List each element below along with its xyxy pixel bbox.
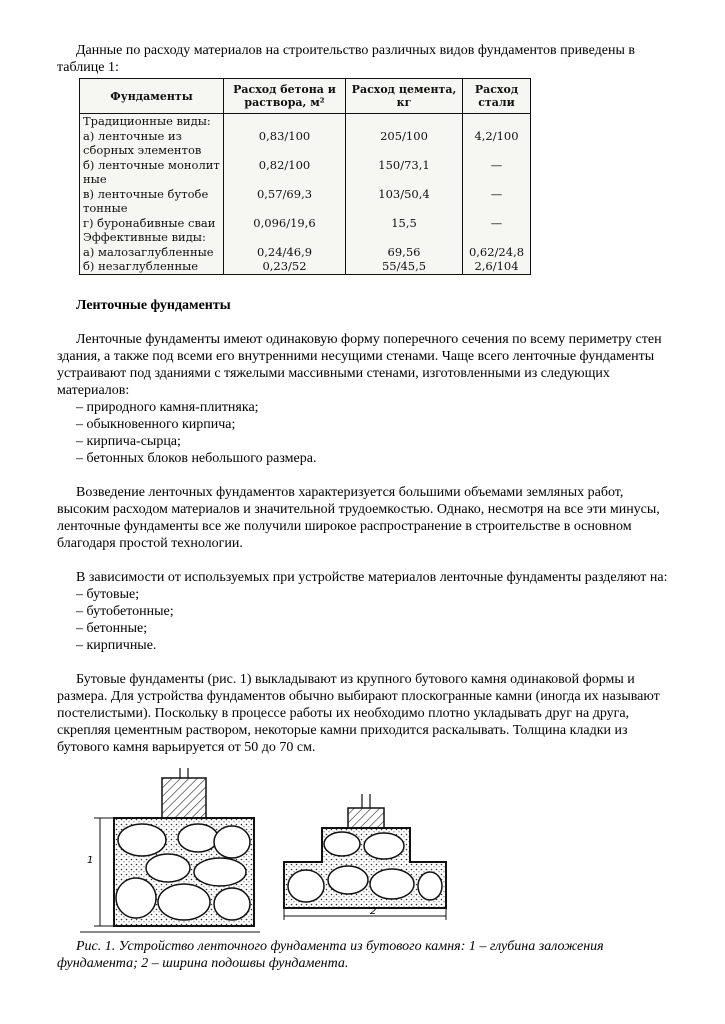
table-cell bbox=[224, 201, 346, 216]
table-cell: 0,83/100 bbox=[224, 129, 346, 144]
table-cell: 150/73,1 bbox=[346, 158, 463, 173]
materials-table bbox=[79, 78, 531, 274]
table-cell: 103/50,4 bbox=[346, 187, 463, 202]
table-cell: а) малозаглубленные bbox=[80, 245, 224, 260]
table-cell bbox=[463, 143, 531, 158]
list-item: – бутобетонные; bbox=[76, 604, 174, 619]
right-foundation bbox=[284, 794, 446, 920]
table-cell bbox=[463, 201, 531, 216]
table-cell: 0,62/24,8 bbox=[463, 245, 531, 260]
list-item: – кирпичные. bbox=[76, 638, 157, 653]
table-row bbox=[80, 230, 531, 245]
content-section bbox=[57, 297, 672, 756]
table-cell bbox=[224, 230, 346, 245]
paragraph: Бутовые фундаменты (рис. 1) выкладывают из крупного бутового камня одинаковой формы и размера. Для устройства фундаментов обычно выбирают плоскогранные камни (иногда их называют постелистыми). Поскольку в процессе работы их необходимо плотно укладывать друг на друга, скрепляя цементным раствором, некоторые камни приходится раскалывать. Толщина кладки из бутового камня варьируется от 50 до 70 см. bbox=[57, 672, 660, 755]
table-cell: 0,23/52 bbox=[224, 259, 346, 274]
document-body bbox=[57, 42, 672, 76]
list-item: – природного камня-плитняка; bbox=[76, 400, 259, 415]
table-row bbox=[80, 245, 531, 260]
table-cell bbox=[346, 201, 463, 216]
foundation-figure bbox=[80, 768, 450, 936]
table-row bbox=[80, 259, 531, 274]
left-foundation bbox=[80, 768, 260, 932]
table-cell bbox=[463, 230, 531, 245]
table-cell: 69,56 bbox=[346, 245, 463, 260]
paragraph: Ленточные фундаменты имеют одинаковую форму поперечного сечения по всему периметру стен здания, а также под всеми его внутренними несущими стенами. Чаще всего ленточные фундаменты устраивают под зданиями с тяжелыми массивными стенами, изготовленными из следующих материалов: bbox=[57, 332, 662, 398]
table-cell bbox=[346, 143, 463, 158]
table-cell: 55/45,5 bbox=[346, 259, 463, 274]
table-cell bbox=[224, 172, 346, 187]
table-row bbox=[80, 143, 531, 158]
table-cell: б) ленточные монолит bbox=[80, 158, 224, 173]
table-cell bbox=[346, 114, 463, 129]
figure-caption: Рис. 1. Устройство ленточного фундамента из бутового камня: 1 – глубина заложения фундамента; 2 – ширина подошвы фундамента. bbox=[57, 939, 604, 971]
table-cell: 15,5 bbox=[346, 216, 463, 231]
paragraph: Возведение ленточных фундаментов характеризуется большими объемами земляных работ, высоким расходом материалов и значительной трудоемкостью. Однако, несмотря на все эти минусы, ленточные фундаменты все же получили широкое распространение в строительстве в основном благодаря простой технологии. bbox=[57, 485, 660, 551]
list-item: – бетонные; bbox=[76, 621, 148, 636]
table-cell: 0,24/46,9 bbox=[224, 245, 346, 260]
table-cell: 0,57/69,3 bbox=[224, 187, 346, 202]
table-cell: в) ленточные бутобе bbox=[80, 187, 224, 202]
table-cell: а) ленточные из bbox=[80, 129, 224, 144]
table-cell: — bbox=[463, 158, 531, 173]
table-cell: 0,096/19,6 bbox=[224, 216, 346, 231]
table-header: Расход стали bbox=[463, 79, 531, 114]
table-row bbox=[80, 187, 531, 202]
table-header: Фундаменты bbox=[80, 79, 224, 114]
table-row bbox=[80, 172, 531, 187]
list-item: – бетонных блоков небольшого размера. bbox=[76, 451, 317, 466]
table-cell bbox=[463, 172, 531, 187]
types-list bbox=[57, 586, 672, 654]
table-cell: 2,6/104 bbox=[463, 259, 531, 274]
table-cell: 4,2/100 bbox=[463, 129, 531, 144]
table-row bbox=[80, 129, 531, 144]
table-cell bbox=[224, 143, 346, 158]
list-item: – бутовые; bbox=[76, 587, 140, 602]
table-row bbox=[80, 216, 531, 231]
table-row bbox=[80, 158, 531, 173]
table-cell: ные bbox=[80, 172, 224, 187]
table-cell bbox=[346, 230, 463, 245]
table-row bbox=[80, 201, 531, 216]
table-cell: 205/100 bbox=[346, 129, 463, 144]
list-item: – обыкновенного кирпича; bbox=[76, 417, 236, 432]
table-row bbox=[80, 114, 531, 129]
table-cell: — bbox=[463, 187, 531, 202]
depth-label: 1 bbox=[87, 855, 94, 866]
table-cell: — bbox=[463, 216, 531, 231]
table-cell bbox=[224, 114, 346, 129]
intro-paragraph: Данные по расходу материалов на строительство различных видов фундаментов приведены в таблице 1: bbox=[57, 43, 635, 75]
table-header: Расход цемента, кг bbox=[346, 79, 463, 114]
table-cell: г) буронабивные сваи bbox=[80, 216, 224, 231]
table-cell bbox=[463, 114, 531, 129]
table-cell: б) незаглубленные bbox=[80, 259, 224, 274]
table-cell: Традиционные виды: bbox=[80, 114, 224, 129]
materials-list bbox=[57, 399, 672, 467]
table-cell: Эффективные виды: bbox=[80, 230, 224, 245]
table-cell bbox=[346, 172, 463, 187]
table-cell: сборных элементов bbox=[80, 143, 224, 158]
paragraph: В зависимости от используемых при устройстве материалов ленточные фундаменты разделяют на: bbox=[76, 570, 668, 585]
table-cell: тонные bbox=[80, 201, 224, 216]
table-header: Расход бетона и раствора, м² bbox=[224, 79, 346, 114]
list-item: – кирпича-сырца; bbox=[76, 434, 181, 449]
width-label: 2 bbox=[370, 906, 377, 917]
table-cell: 0,82/100 bbox=[224, 158, 346, 173]
section-title: Ленточные фундаменты bbox=[76, 298, 231, 313]
